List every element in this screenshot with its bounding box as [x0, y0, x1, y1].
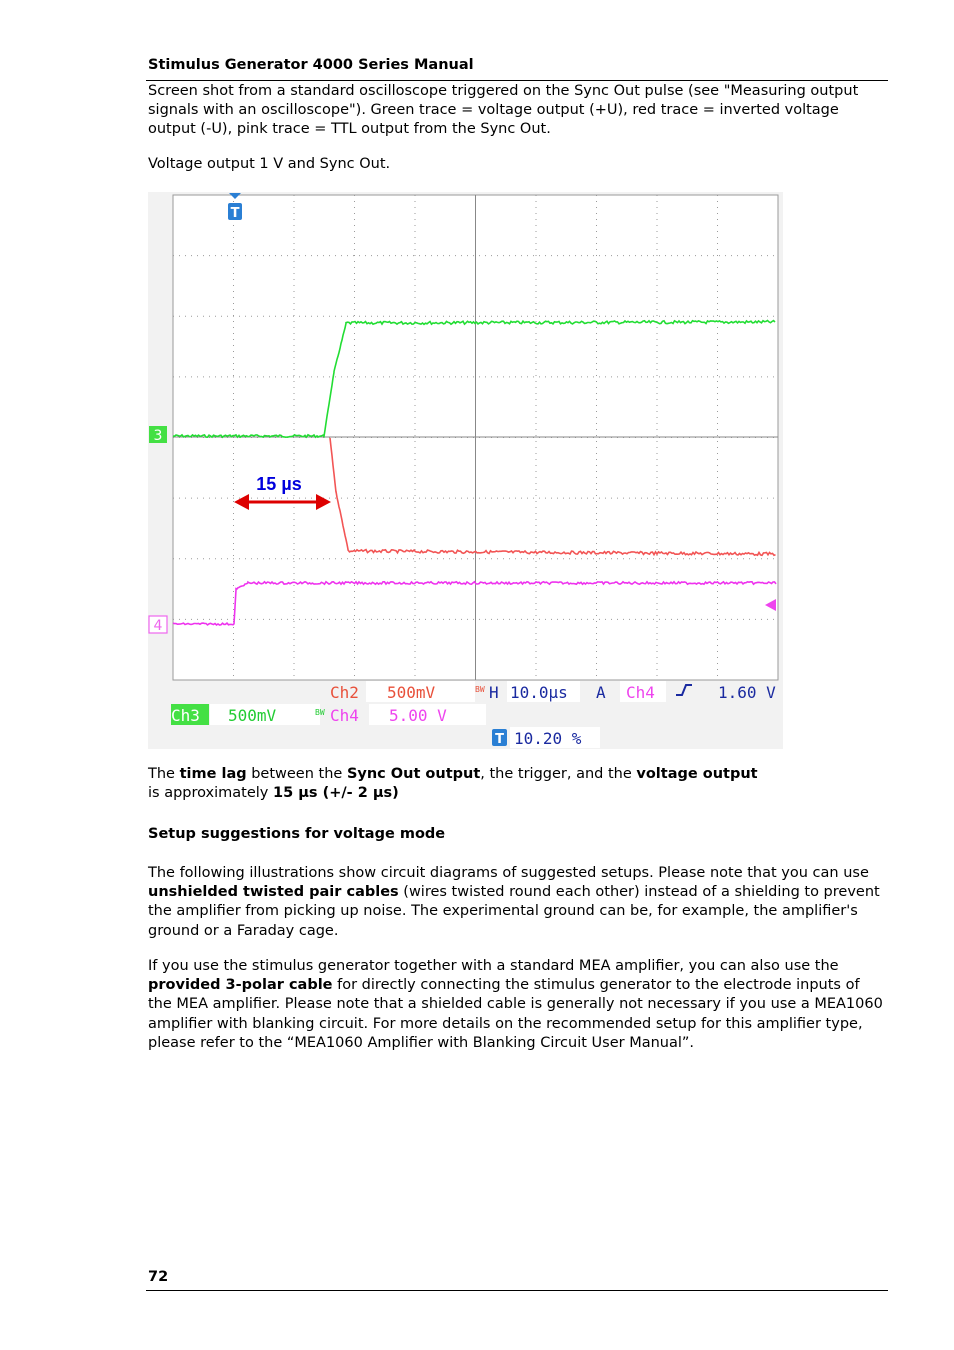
h-label: H — [489, 683, 499, 702]
oscilloscope-display — [148, 192, 783, 749]
ch3-bw-icon: BW — [315, 708, 325, 717]
ch4-ground-marker — [149, 616, 167, 634]
a-label: A — [596, 683, 606, 702]
header-rule — [146, 80, 888, 81]
running-header: Stimulus Generator 4000 Series Manual — [148, 57, 474, 73]
ch4-label: Ch4 — [330, 706, 359, 725]
ch2-label: Ch2 — [330, 683, 359, 702]
svg-text:T: T — [230, 206, 240, 221]
trig-level: 1.60 V — [718, 683, 776, 702]
ch4-scale: 5.00 V — [389, 706, 447, 725]
setup-paragraph-1: The following illustrations show circuit diagrams of suggested setups. Please note that you can use unshielded twisted pair cables (wires twisted round each other) instead of a shielding to prevent the amplifier from picking up noise. The experimental ground can be, for example, the amplifier's ground or a Faraday cage. — [148, 865, 880, 939]
figure-caption: Voltage output 1 V and Sync Out. — [148, 156, 391, 172]
ch3-ground-marker — [149, 426, 167, 444]
setup-heading: Setup suggestions for voltage mode — [148, 826, 446, 842]
page-number: 72 — [148, 1269, 169, 1285]
ch3-scale: 500mV — [228, 706, 277, 725]
intro-paragraph: Screen shot from a standard oscilloscope triggered on the Sync Out pulse (see "Measuring output signals with an oscilloscope"). Green trace = voltage output (+U), red trace = inverted voltage output (-U), pink trace = TTL output from the Sync Out. — [148, 83, 859, 138]
trig-position: 10.20 % — [514, 729, 582, 748]
svg-text:T: T — [495, 732, 504, 747]
oscilloscope-screenshot — [148, 192, 783, 749]
ch2-scale: 500mV — [387, 683, 436, 702]
time-lag-annotation: 15 µs — [256, 474, 302, 494]
trig-source: Ch4 — [626, 683, 655, 702]
ch3-label: Ch3 — [171, 706, 200, 725]
rising-edge-icon — [676, 685, 692, 695]
footer-rule — [146, 1290, 888, 1291]
trigger-position-t-icon — [492, 729, 507, 747]
time-lag-paragraph: The time lag between the Sync Out output, the trigger, and the voltage output is approximately 15 µs (+/- 2 µs) — [148, 766, 758, 802]
svg-text:4: 4 — [153, 618, 163, 634]
svg-text:3: 3 — [153, 428, 163, 444]
ch2-bw-icon: BW — [475, 685, 485, 694]
h-scale: 10.0µs — [510, 683, 568, 702]
setup-paragraph-2: If you use the stimulus generator together with a standard MEA amplifier, you can also use the provided 3-polar cable for directly connecting the stimulus generator to the electrode inputs of the MEA amplifier. Please note that a shielded cable is generally not necessary if you use a MEA1060 amplifier with blanking circuit. For more details on the recommended setup for this amplifier type, please refer to the “MEA1060 Amplifier with Blanking Circuit User Manual”. — [148, 958, 883, 1051]
